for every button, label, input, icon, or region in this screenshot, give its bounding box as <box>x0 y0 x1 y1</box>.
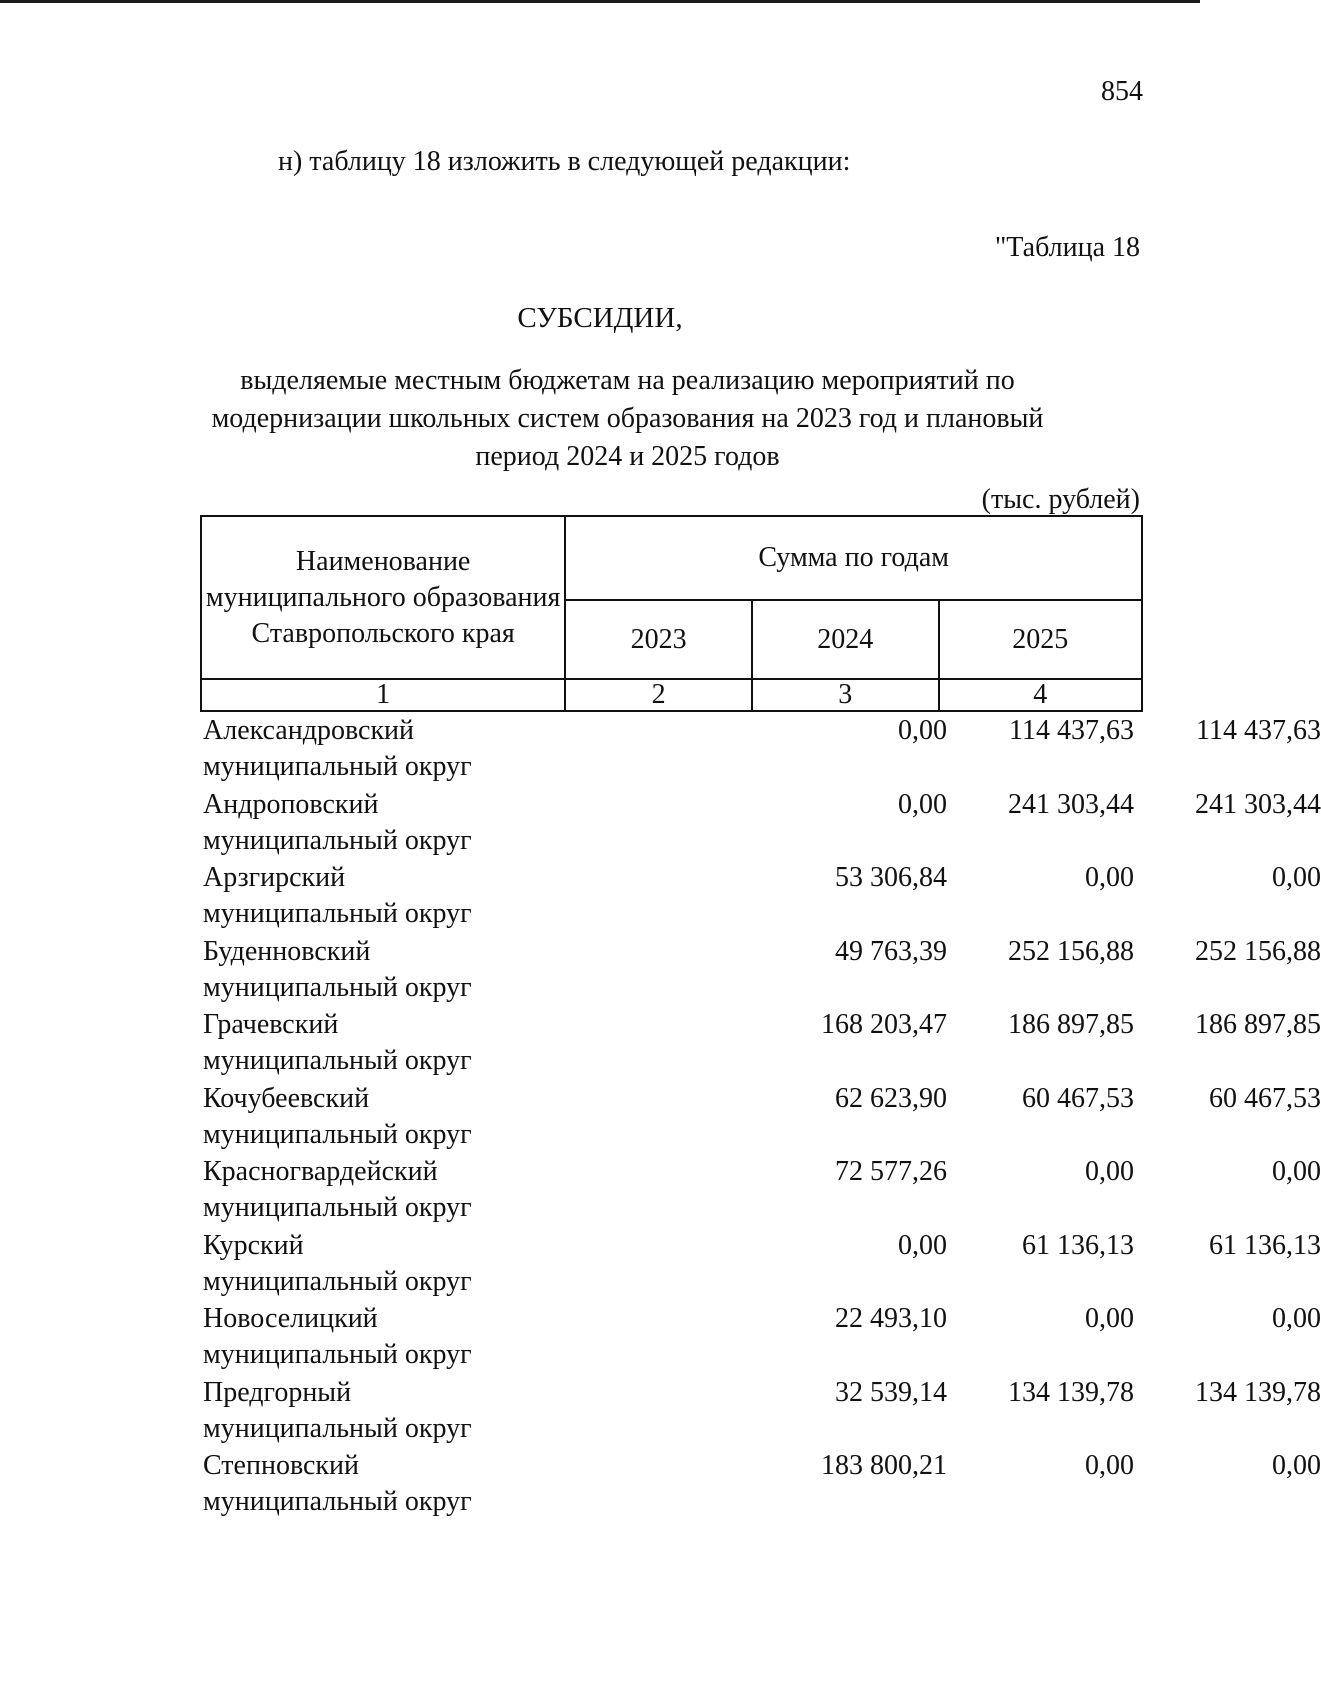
table-row <box>200 1154 1321 1228</box>
value-2025: 60 467,53 <box>1209 1082 1321 1114</box>
header-year-2023: 2023 <box>565 600 752 679</box>
value-2023: 0,00 <box>898 788 947 820</box>
value-2025: 0,00 <box>1272 1450 1321 1481</box>
value-2024: 0,00 <box>1085 1450 1134 1481</box>
table-row <box>200 1007 1321 1081</box>
municipality-name: Александровский муниципальный округ <box>203 715 472 782</box>
value-2025: 241 303,44 <box>1195 788 1321 820</box>
municipality-name: Кочубеевский муниципальный округ <box>203 1082 472 1150</box>
value-2024: 0,00 <box>1085 1156 1134 1187</box>
table-row <box>200 1081 1321 1155</box>
table-caption: "Таблица 18 <box>994 232 1140 263</box>
value-2023: 0,00 <box>898 715 947 746</box>
municipality-name: Грачевский муниципальный округ <box>203 1009 472 1076</box>
value-2023: 53 306,84 <box>835 862 947 893</box>
column-number-4: 4 <box>939 679 1142 711</box>
value-2025: 114 437,63 <box>1196 715 1321 746</box>
municipality-name: Арзгирский муниципальный округ <box>203 862 472 929</box>
value-2024: 134 139,78 <box>1008 1376 1134 1408</box>
column-number-1: 1 <box>201 679 565 711</box>
municipality-name: Предгорный муниципальный округ <box>203 1376 472 1444</box>
value-2024: 60 467,53 <box>1022 1082 1134 1114</box>
column-number-3: 3 <box>752 679 939 711</box>
municipality-name: Курский муниципальный округ <box>203 1229 472 1297</box>
municipality-name: Красногвардейский муниципальный округ <box>203 1156 472 1223</box>
value-2025: 0,00 <box>1272 1156 1321 1187</box>
value-2024: 252 156,88 <box>1008 935 1134 967</box>
amendment-instruction: н) таблицу 18 изложить в следующей редакции: <box>278 146 851 177</box>
subsidies-table-body <box>200 713 1321 1522</box>
value-2023: 22 493,10 <box>835 1303 947 1334</box>
municipality-name: Буденновский муниципальный округ <box>203 935 472 1003</box>
value-2023: 62 623,90 <box>835 1082 947 1114</box>
header-municipality-name: Наименование муниципального образования Ставропольского края <box>201 516 565 679</box>
table-row <box>200 787 1321 861</box>
table-row <box>200 1301 1321 1375</box>
header-year-2024: 2024 <box>752 600 939 679</box>
value-2025: 186 897,85 <box>1195 1009 1321 1040</box>
value-2023: 0,00 <box>898 1229 947 1261</box>
units-label: (тыс. рублей) <box>981 484 1140 515</box>
value-2023: 168 203,47 <box>821 1009 947 1040</box>
table-row <box>200 1375 1321 1449</box>
municipality-name: Новоселицкий муниципальный округ <box>203 1303 472 1370</box>
value-2024: 241 303,44 <box>1008 788 1134 820</box>
value-2023: 49 763,39 <box>835 935 947 967</box>
value-2025: 134 139,78 <box>1195 1376 1321 1408</box>
municipality-name: Степновский муниципальный округ <box>203 1450 472 1517</box>
value-2025: 252 156,88 <box>1195 935 1321 967</box>
page-number: 854 <box>1101 76 1143 107</box>
table-row <box>200 1228 1321 1302</box>
document-title: СУБСИДИИ, <box>517 302 683 334</box>
value-2024: 114 437,63 <box>1009 715 1134 746</box>
column-number-2: 2 <box>565 679 752 711</box>
value-2024: 0,00 <box>1085 1303 1134 1334</box>
value-2025: 61 136,13 <box>1209 1229 1321 1261</box>
table-row <box>200 1448 1321 1522</box>
subsidies-table-header <box>200 515 1143 712</box>
header-sum-by-years: Сумма по годам <box>565 516 1142 600</box>
municipality-name: Андроповский муниципальный округ <box>203 788 472 856</box>
value-2024: 186 897,85 <box>1008 1009 1134 1040</box>
value-2025: 0,00 <box>1272 1303 1321 1334</box>
table-row <box>200 934 1321 1008</box>
value-2024: 61 136,13 <box>1022 1229 1134 1261</box>
value-2023: 183 800,21 <box>821 1450 947 1481</box>
table-row <box>200 713 1321 787</box>
table-row <box>200 860 1321 934</box>
value-2023: 32 539,14 <box>835 1376 947 1408</box>
header-year-2025: 2025 <box>939 600 1142 679</box>
value-2024: 0,00 <box>1085 862 1134 893</box>
value-2025: 0,00 <box>1272 862 1321 893</box>
document-subtitle: выделяемые местным бюджетам на реализацию мероприятий по модернизации школьных систем образования на 2023 год и плановый период 2024 и 2025 годов <box>211 365 1044 472</box>
value-2023: 72 577,26 <box>835 1156 947 1187</box>
top-border-line <box>0 0 1200 3</box>
